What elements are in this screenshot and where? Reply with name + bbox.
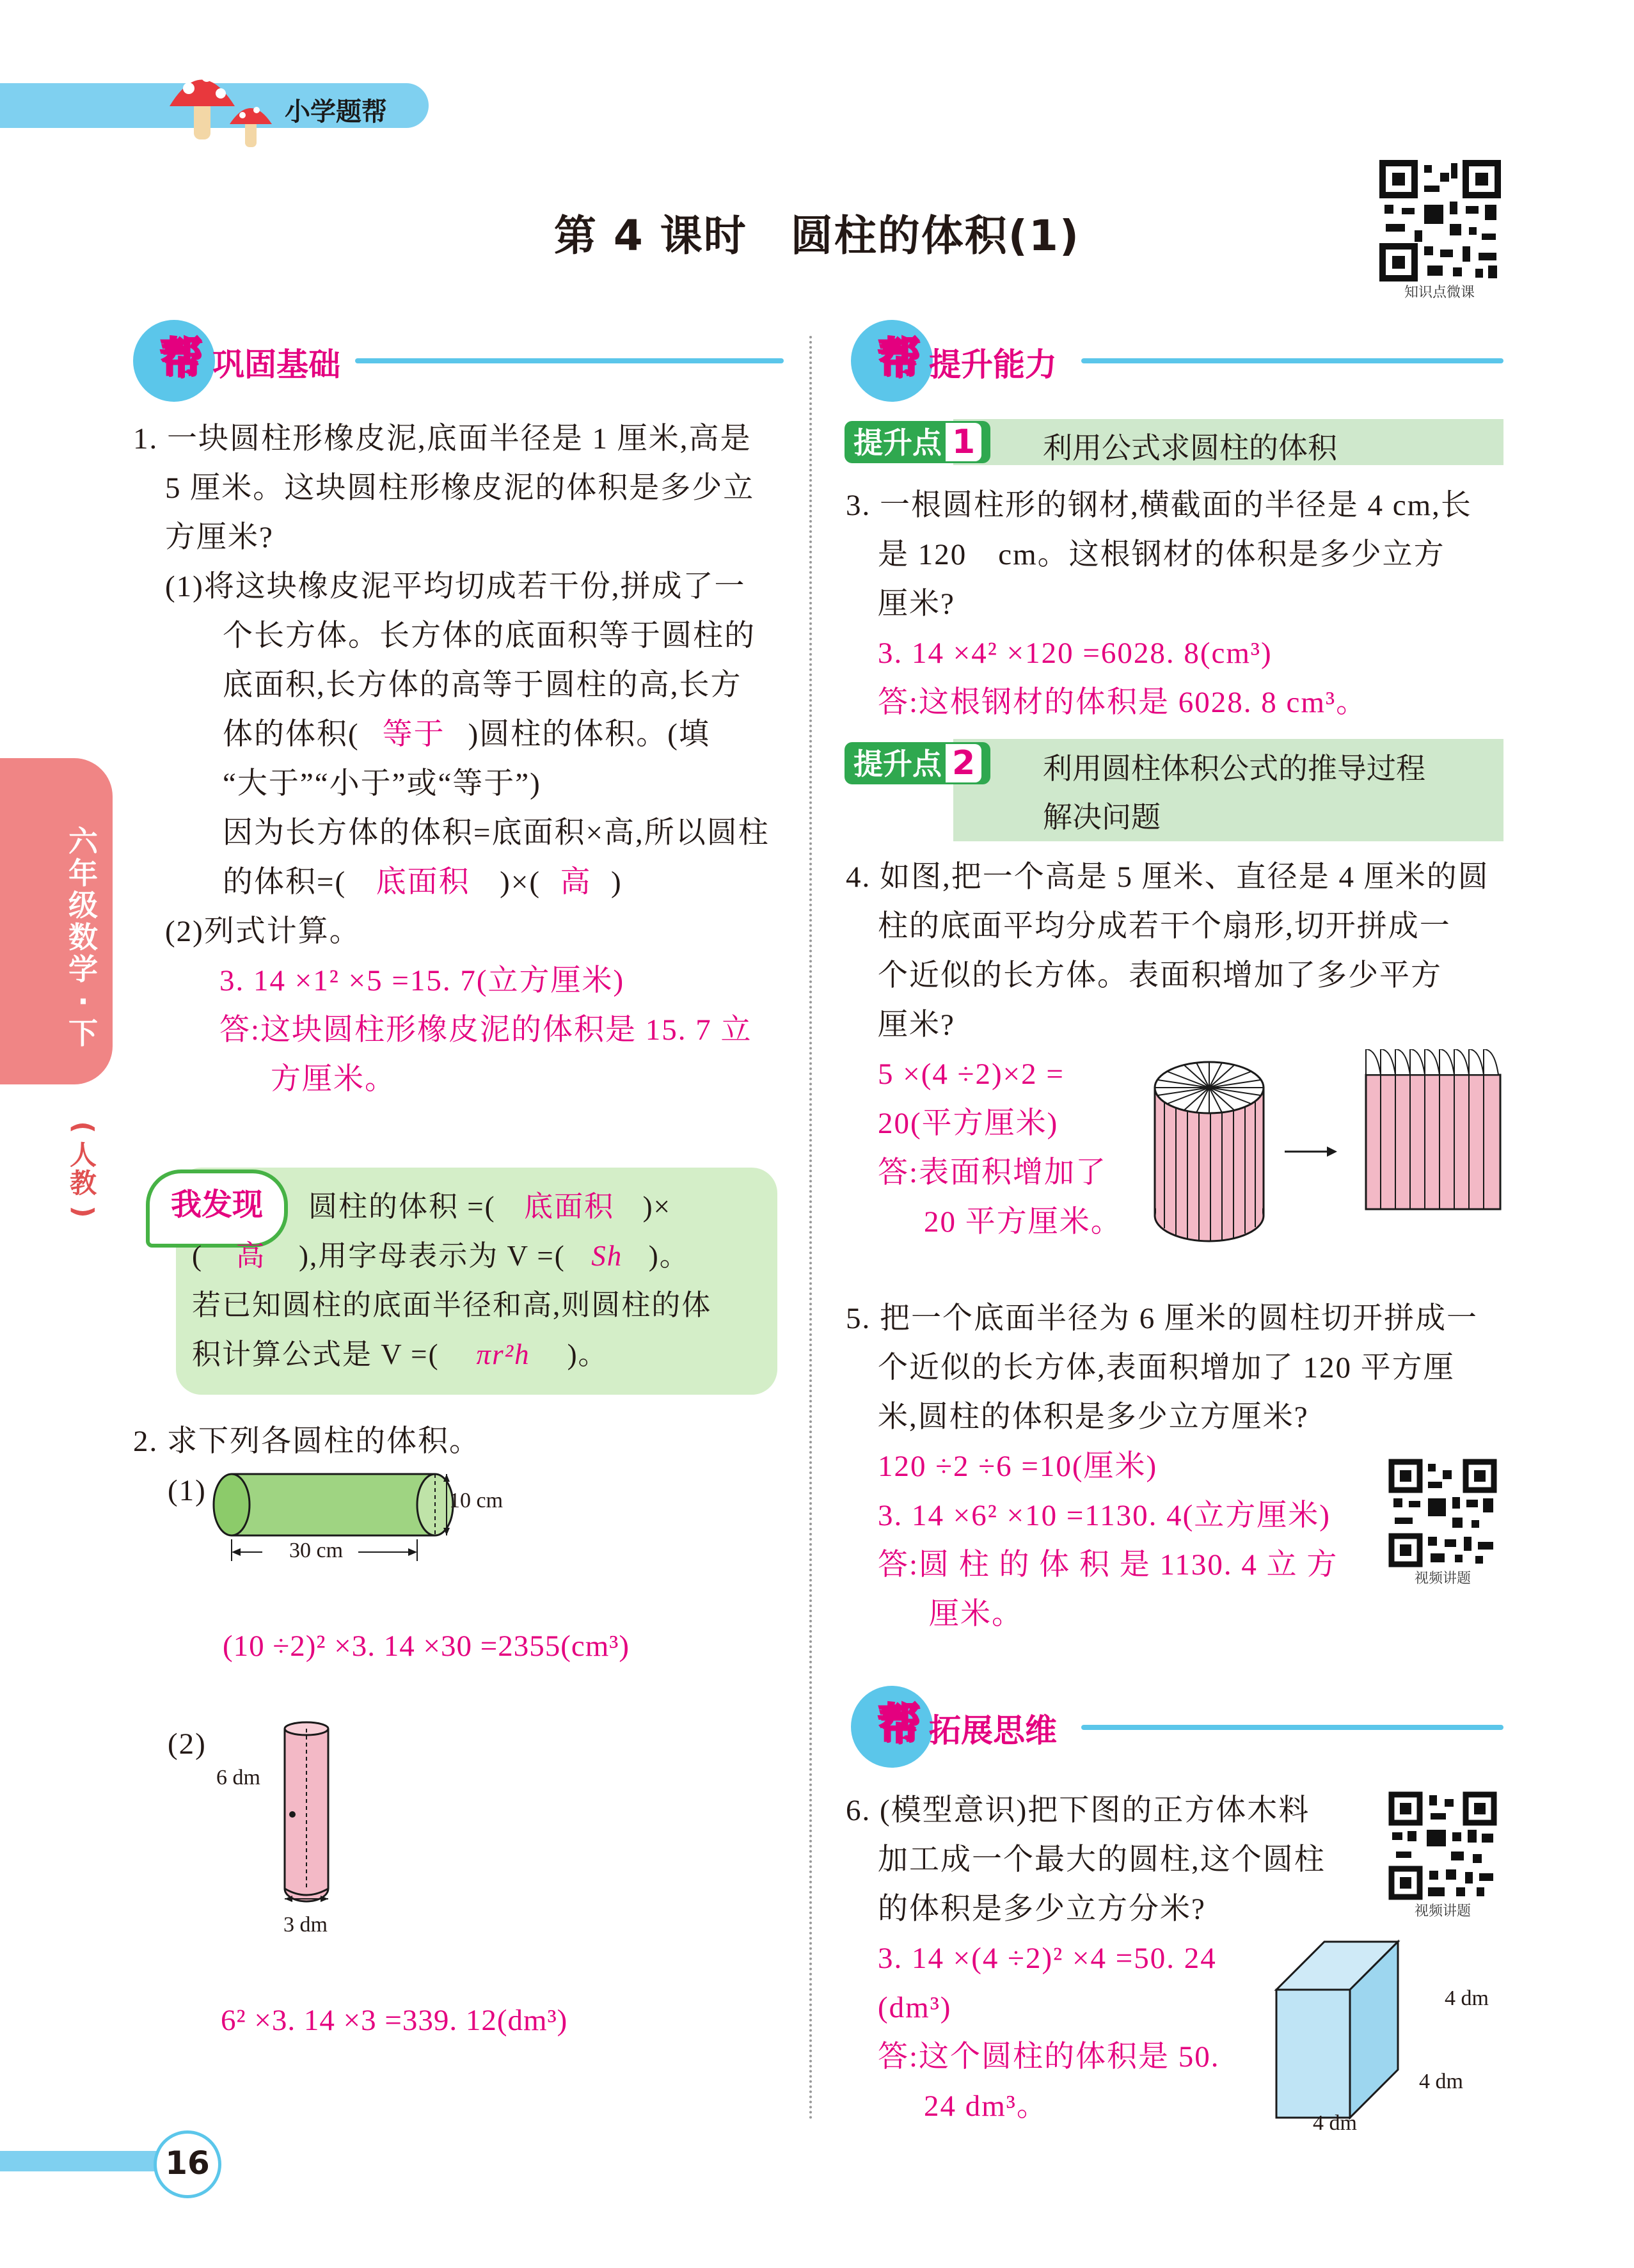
point-2-badge: 提升点 2 — [845, 742, 990, 784]
page-title: 第 4 课时 圆柱的体积(1) — [553, 211, 1081, 260]
q2-part2-label: (2) — [168, 1727, 207, 1761]
q4-text: 4. 如图,把一个高是 5 厘米、直径是 4 厘米的圆 柱的底面平均分成若干个扇形,切开拼成一 个近似的长方体。表面积增加了多少平方 厘米? 5 ×(4 ÷2)×2 = 20(平方厘米) 答:表面积增加了 20 平方厘米。 — [846, 860, 1489, 1239]
cube-height-label: 4 dm — [1445, 1986, 1489, 2010]
bang-icon: 帮 — [878, 333, 920, 383]
section-line — [1081, 358, 1503, 363]
q5-text: 5. 把一个底面半径为 6 厘米的圆柱切开拼成一 个近似的长方体,表面积增加了 120 平方厘 米,圆柱的体积是多少立方厘米? 120 ÷2 ÷6 =10(厘米) 3. 14 ×6² ×10 =1130. 4(立方厘米) 答:圆 柱 的 体 积 是 1130. 4 立 方 厘米。 — [846, 1302, 1478, 1631]
qr-code-icon[interactable] — [1379, 160, 1501, 282]
cube-depth-label: 4 dm — [1419, 2070, 1463, 2093]
q1-p1-line4: 体的体积( 等于 )圆柱的体积。(填 — [223, 718, 710, 751]
fig2-width-label: 3 dm — [283, 1913, 328, 1937]
page-number: 16 — [154, 2130, 221, 2198]
fig1-height-label: 10 cm — [449, 1489, 504, 1512]
q3-text: 3. 一根圆柱形的钢材,横截面的半径是 4 cm,长 是 120 cm。这根钢材的体积是多少立方 厘米? 3. 14 ×4² ×120 =6028. 8(cm³) 答:这根钢材的体积是 6028. 8 cm³。 — [846, 489, 1472, 719]
q2-label: 2. 求下列各圆柱的体积。 — [133, 1425, 480, 1458]
point-1-text: 利用公式求圆柱的体积 — [1043, 431, 1337, 465]
qr-caption: 视频讲题 — [1414, 1571, 1471, 1587]
horizontal-cylinder-figure — [211, 1465, 499, 1571]
q2-answer-1: (10 ÷2)² ×3. 14 ×30 =2355(cm³) — [223, 1630, 630, 1663]
q6-text: 6. (模型意识)把下图的正方体木料 加工成一个最大的圆柱,这个圆柱 的体积是多少立方分米? 3. 14 ×(4 ÷2)² ×4 =50. 24 (dm³) 答:这个圆柱的体积是 50. 24 dm³。 — [846, 1794, 1326, 2123]
qr-caption: 知识点微课 — [1404, 285, 1475, 301]
qr-caption: 视频讲题 — [1414, 1903, 1471, 1919]
footer-bar — [0, 2151, 166, 2171]
fig2-height-label: 6 dm — [216, 1766, 260, 1789]
section-title-basic: 巩固基础 — [212, 346, 340, 383]
bang-icon: 帮 — [878, 1699, 920, 1749]
qr-code-icon[interactable] — [1388, 1459, 1497, 1567]
point-2-text: 利用圆柱体积公式的推导过程 解决问题 — [1043, 751, 1425, 834]
cube-figure — [1270, 1932, 1462, 2124]
brand-label: 小学题帮 — [285, 97, 387, 127]
side-tab-grade: 六 年 级 数 学 · 下 — [68, 824, 98, 1051]
discovery-text: 圆柱的体积 =( 底面积 )× ( 高 ),用字母表示为 V =( Sh )。 若已知圆柱的底面半径和高,则圆柱的体 积计算公式是 V =( πr²h )。 — [192, 1191, 712, 1370]
qr-code-icon[interactable] — [1388, 1791, 1497, 1900]
cube-width-label: 4 dm — [1313, 2111, 1357, 2135]
q2-answer-2: 6² ×3. 14 ×3 =339. 12(dm³) — [221, 2004, 568, 2037]
fig1-length-label: 30 cm — [289, 1539, 344, 1562]
section-title-improve: 提升能力 — [929, 346, 1057, 383]
q1-p1-line7: 的体积=( 底面积 )×( 高 ) — [223, 866, 623, 899]
cylinder-to-cuboid-figure — [1145, 1049, 1503, 1248]
section-title-expand: 拓展思维 — [929, 1712, 1057, 1749]
bang-icon: 帮 — [160, 333, 202, 383]
section-line — [1081, 1725, 1503, 1730]
side-tab-edition: ( 人 教 ) — [68, 1121, 99, 1218]
section-line — [355, 358, 784, 363]
mushroom-logo-icon — [163, 56, 285, 152]
q1-text: 1. 一块圆柱形橡皮泥,底面半径是 1 厘米,高是 5 厘米。这块圆柱形橡皮泥的体积是多少立 方厘米? (1)将这块橡皮泥平均切成若干份,拼成了一 个长方体。长方体的底面积等于圆柱的 底面积,长方体的高等于圆柱的高,长方 体的体积( 等于 )圆柱的体积。(填 “大于”“小于”或“等于”) 因为长方体的体积=底面积×高,所以圆柱 的体积=( 底面积 )×( 高 ) (2)列式计算。 3. 14 ×1² ×5 =15. 7(立方厘米) 答:这块圆柱形橡皮泥的体积是 15. 7 立 方厘米。 — [133, 415, 792, 1104]
point-1-badge: 提升点 1 — [845, 421, 990, 463]
q2-part1-label: (1) — [168, 1474, 207, 1507]
column-divider — [809, 336, 812, 2121]
vertical-cylinder-figure — [266, 1720, 349, 1915]
discovery-badge: 我发现 — [146, 1170, 288, 1248]
